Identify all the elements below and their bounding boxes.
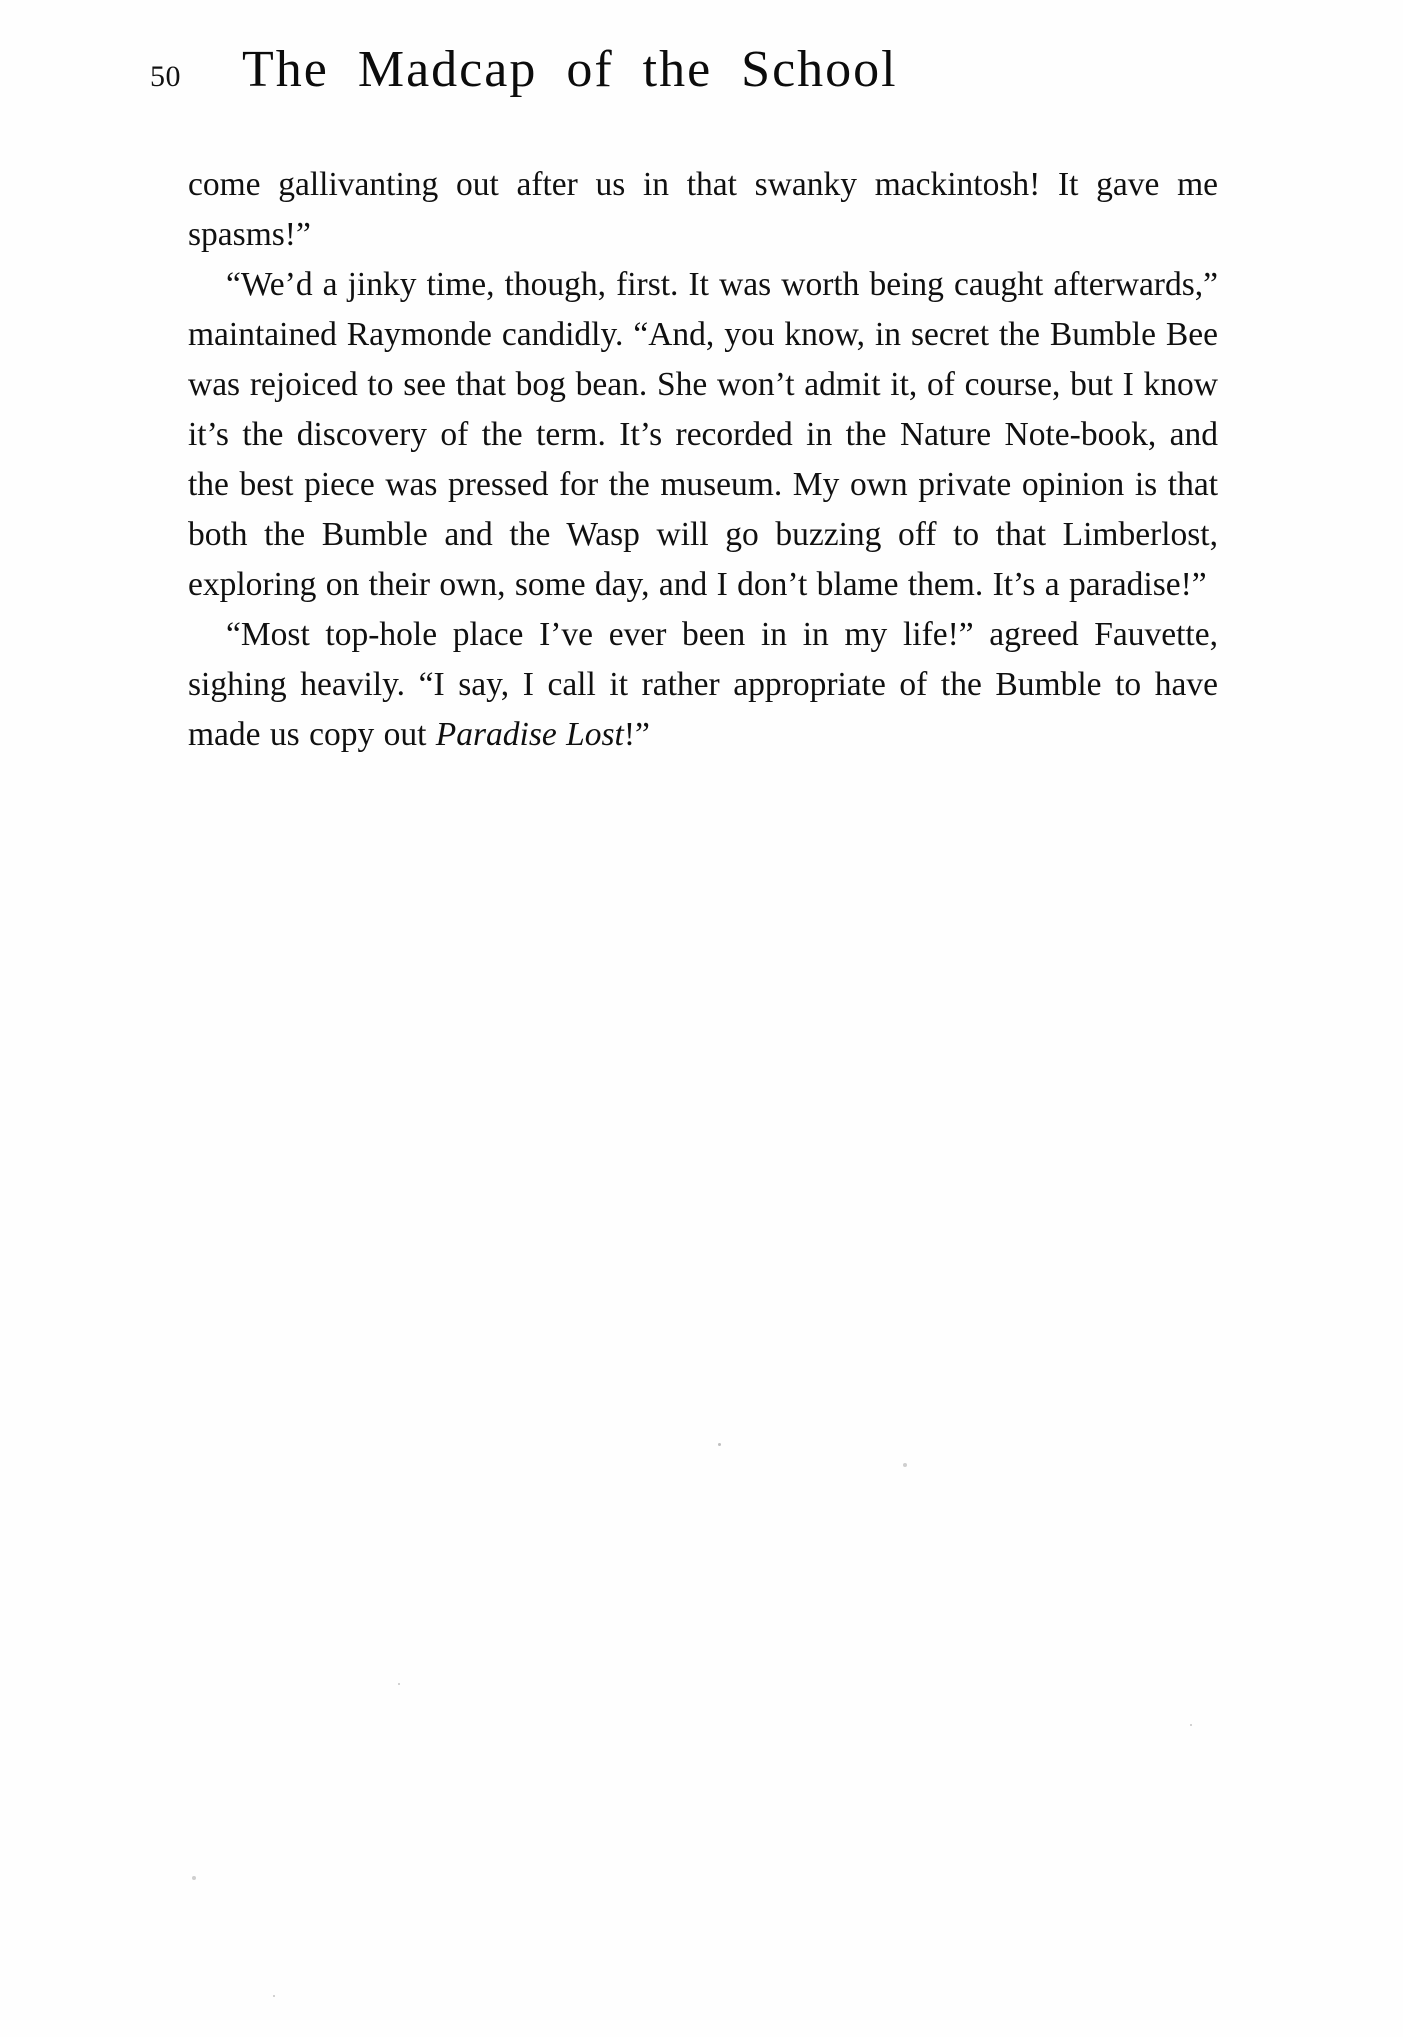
paragraph-2: “We’d a jinky time, though, first. It was worth being caught afterwards,” maintained Raymonde candidly. “And, you know, in secret the Bumble Bee was rejoiced to see that bog bean. She won’t admit it, of course, but I know it’s the discovery of the term. It’s recorded in the Nature Note-book, and the best piece was pressed for the museum. My own private opinion is that both the Bumble and the Wasp will go buzzing off to that Limberlost, exploring on their own, some day, and I don’t blame them. It’s a paradise!” — [188, 266, 1218, 603]
paper-speck-icon — [718, 1443, 721, 1446]
page-number: 50 — [150, 60, 181, 93]
paragraph-3-text-before: “Most top-hole place I’ve ever been in in my life!” agreed Fauvette, sighing heavily. “I say, I call it rather appropriate of the Bumble to have made us copy out — [188, 616, 1218, 753]
running-title: The Madcap of the School — [242, 41, 898, 98]
paragraph-1: come gallivanting out after us in that swanky mackintosh! It gave me spasms!” — [188, 166, 1218, 253]
body-text — [188, 160, 1218, 760]
paper-speck-icon — [273, 1995, 275, 1997]
paper-speck-icon — [903, 1463, 907, 1467]
paragraph-3 — [188, 610, 1218, 760]
paper-speck-icon — [1190, 1724, 1192, 1726]
book-title-italic: Paradise Lost — [435, 716, 624, 753]
paper-speck-icon — [398, 1683, 400, 1685]
paragraph-3-text-after: !” — [623, 716, 650, 753]
page-header — [150, 40, 1260, 99]
paper-speck-icon — [192, 1876, 196, 1880]
